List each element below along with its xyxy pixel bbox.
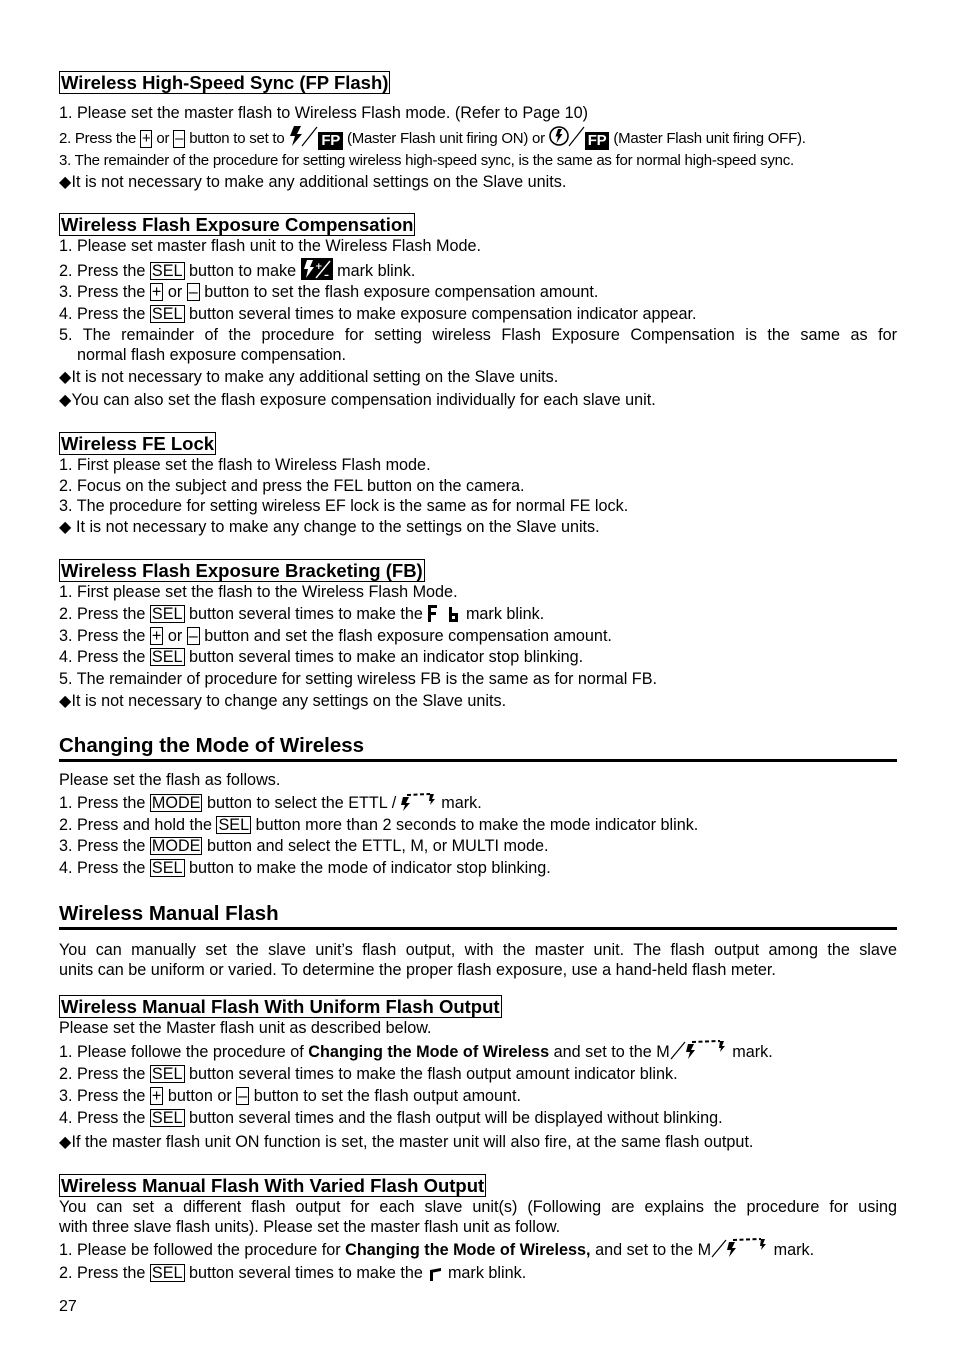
step-2: 2. Press and hold the SEL button more than 2 seconds to make the mode indicator blink. [59, 815, 699, 834]
svg-text:–: – [323, 269, 329, 280]
step-2: 2. Press the SEL button several times to make the mark blink. [59, 1264, 527, 1282]
step-1: 1. Please set master flash unit to the Wireless Flash Mode. [59, 237, 481, 255]
section-fe-lock [59, 432, 897, 537]
step-4: 4. Press the SEL button several times to make exposure compensation indicator appear. [59, 304, 697, 323]
step-2: 2. Press the SEL button several times to make the flash output amount indicator blink. [59, 1064, 678, 1083]
fp-badge-icon: FP [318, 132, 343, 150]
note: ◆It is not necessary to make any additional settings on the Slave units. [59, 173, 567, 191]
section-title: Wireless High-Speed Sync (FP Flash) [61, 72, 389, 93]
section-title: Wireless Manual Flash [59, 902, 897, 930]
minus-button-label: – [188, 626, 198, 645]
intro: Please set the flash as follows. [59, 771, 281, 789]
note: ◆It is not necessary to change any settings on the Slave units. [59, 692, 507, 710]
svg-text:+: + [314, 261, 323, 272]
step-1: 1. Please set the master flash to Wireless Flash mode. (Refer to Page 10) [59, 104, 589, 122]
minus-button-label: – [175, 129, 184, 147]
section-fb [59, 559, 897, 713]
sel-button-label: SEL [151, 1264, 183, 1282]
section-fec [59, 213, 897, 411]
step-1: 1. Please be followed the procedure for Changing the Mode of Wireless, and set to the M mark. [59, 1237, 897, 1263]
flash-off-icon [549, 125, 585, 147]
page-number: 27 [59, 1298, 77, 1315]
step-3: 3. Press the + or – button and set the flash exposure compensation amount. [59, 626, 612, 645]
section-title: Wireless Manual Flash With Varied Flash Output [61, 1175, 485, 1196]
fb-icon [427, 603, 461, 623]
step-1: 1. Press the MODE button to select the ETTL / mark. [59, 793, 482, 812]
note: ◆ It is not necessary to make any change to the settings on the Slave units. [59, 517, 600, 536]
section-title: Wireless Manual Flash With Uniform Flash Output [61, 996, 500, 1017]
section-fp-sync [59, 71, 897, 194]
minus-button-label: – [188, 283, 198, 301]
note: ◆If the master flash unit ON function is set, the master unit will also fire, at the same flash output. [59, 1132, 754, 1151]
section-varied-output [59, 1174, 897, 1284]
step-3: 3. Press the MODE button and select the ETTL, M, or MULTI mode. [59, 836, 549, 855]
section-change-mode [59, 734, 897, 879]
paragraph: You can set a different flash output for each slave unit(s) (Following are explains the procedure for using with three slave flash units). Please set the master flash unit as follow. [59, 1198, 897, 1236]
plus-button-label: + [151, 283, 162, 301]
step-2: 2. Press the SEL button several times to make the mark blink. [59, 604, 545, 623]
sel-button-label: SEL [151, 647, 183, 666]
section-title: Wireless Flash Exposure Bracketing (FB) [61, 560, 423, 581]
slave-group-icon [427, 1264, 443, 1282]
step-3: 3. The procedure for setting wireless EF lock is the same as for normal FE lock. [59, 497, 629, 515]
step-4: 4. Press the SEL button several times to make an indicator stop blinking. [59, 647, 584, 666]
step-3: 3. The remainder of the procedure for setting wireless high-speed sync, is the same as for normal high-speed sync. [59, 151, 794, 169]
plus-button-label: + [151, 626, 162, 645]
step-4: 4. Press the SEL button to make the mode of indicator stop blinking. [59, 859, 551, 877]
intro: Please set the Master flash unit as described below. [59, 1019, 432, 1037]
paragraph: You can manually set the slave unit’s flash output, with the master unit. The flash output among the slave units can be uniform or varied. To determine the proper flash exposure, use a hand-held flash meter. [59, 941, 897, 979]
step-1: 1. First please set the flash to the Wireless Flash Mode. [59, 583, 458, 601]
step-2: 2. Focus on the subject and press the FEL button on the camera. [59, 476, 525, 495]
sel-button-label: SEL [151, 604, 183, 623]
sel-button-label: SEL [151, 1108, 183, 1127]
flash-icon [288, 125, 318, 147]
flash-exposure-compensation-icon [301, 258, 333, 280]
sel-button-label: SEL [151, 1064, 183, 1083]
wireless-flash-icon [401, 792, 437, 812]
step-4: 4. Press the SEL button several times and the flash output will be displayed without blinking. [59, 1108, 723, 1127]
sel-button-label: SEL [151, 859, 183, 877]
wireless-flash-icon [711, 1237, 769, 1259]
minus-button-label: – [238, 1086, 248, 1105]
section-title: Changing the Mode of Wireless [59, 734, 897, 762]
step-5: 5. The remainder of procedure for setting wireless FB is the same as for normal FB. [59, 670, 657, 688]
fp-badge-icon: FP [585, 132, 610, 150]
step-2: 2. Press the SEL button to make + – mark blink. [59, 258, 897, 283]
mode-button-label: MODE [151, 836, 201, 855]
step-1: 1. Please followe the procedure of Changing the Mode of Wireless and set to the M mark. [59, 1039, 897, 1064]
plus-button-label: + [141, 129, 151, 147]
step-3: 3. Press the + button or – button to set the flash output amount. [59, 1086, 522, 1105]
section-uniform-output [59, 995, 897, 1155]
wireless-flash-icon [670, 1039, 728, 1061]
section-title: Wireless FE Lock [61, 433, 215, 454]
section-manual-flash [59, 902, 897, 980]
step-2: 2. Press the + or – button to set to FP (Master Flash unit firing ON) or FP (Master Flash unit firing OFF). [59, 125, 897, 150]
step-5: 5. The remainder of the procedure for setting wireless Flash Exposure Compensation is the same as for normal flash exposure compensation. [59, 326, 897, 364]
sel-button-label: SEL [151, 304, 183, 323]
plus-button-label: + [151, 1086, 162, 1105]
note: ◆You can also set the flash exposure compensation individually for each slave unit. [59, 390, 656, 409]
step-3: 3. Press the + or – button to set the flash exposure compensation amount. [59, 283, 599, 301]
note: ◆It is not necessary to make any additional setting on the Slave units. [59, 368, 559, 386]
mode-button-label: MODE [151, 793, 201, 812]
section-title: Wireless Flash Exposure Compensation [61, 214, 414, 235]
step-1: 1. First please set the flash to Wireless Flash mode. [59, 456, 431, 474]
sel-button-label: SEL [151, 261, 183, 280]
sel-button-label: SEL [218, 815, 250, 834]
